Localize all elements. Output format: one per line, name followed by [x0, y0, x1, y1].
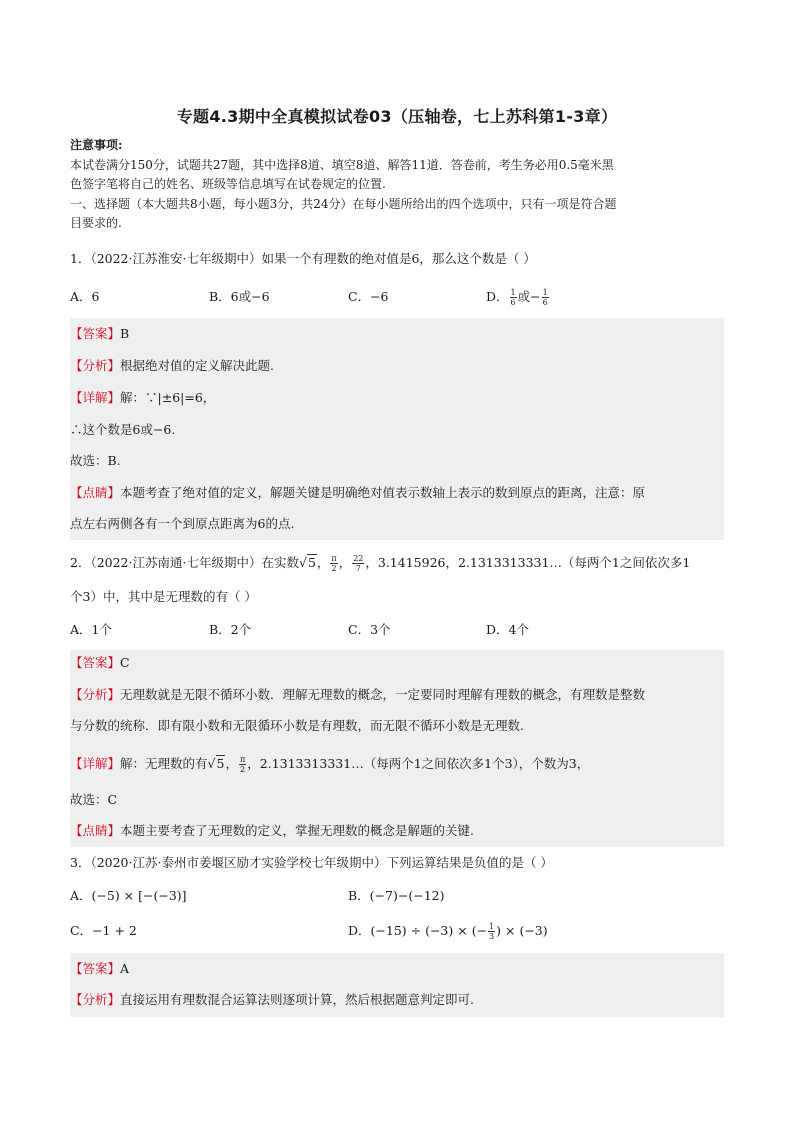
q1-analysis: 【分析】根据绝对值的定义解决此题. [70, 358, 274, 373]
q1-option-c: C．−6 [348, 289, 389, 304]
sqrt-expression: √5 [207, 756, 225, 771]
q1-detail-2: ∴这个数是6或−6. [70, 422, 176, 437]
q3-option-b: B．(−7)−(−12) [348, 888, 445, 903]
question-3-stem: 3．（2020·江苏·泰州市姜堰区励才实验学校七年级期中）下列运算结果是负值的是（ ） [70, 855, 553, 870]
q2-answer: 【答案】C [70, 655, 130, 670]
q2-solution-box [70, 650, 724, 847]
q2-comment: 【点睛】本题主要考查了无理数的定义，掌握无理数的概念是解题的关键. [70, 823, 474, 838]
q3-option-c: C．−1 + 2 [70, 923, 137, 938]
q1-option-a: A．6 [70, 289, 100, 304]
page-title: 专题4.3期中全真模拟试卷03（压轴卷，七上苏科第1-3章） [176, 107, 618, 126]
q1-option-b: B．6或−6 [209, 289, 270, 304]
q2-option-c: C．3个 [348, 622, 391, 637]
q3-option-a: A．(−5) × [−(−3)] [70, 888, 187, 903]
fraction: $\frac{1}{3}$ [489, 922, 495, 941]
fraction: $\frac{\pi}{2}$ [331, 554, 337, 573]
notes-line: 色签字笔将自己的姓名、班级等信息填写在试卷规定的位置. [70, 177, 386, 191]
fraction: $\frac{22}{7}$ [353, 554, 364, 573]
q2-option-d: D．4个 [486, 622, 529, 637]
q1-detail: 【详解】解：∵|±6|=6， [70, 390, 216, 405]
q1-option-d: D． $\frac{1}{6}$ 或− $\frac{1}{6}$ [486, 288, 548, 307]
q2-option-a: A．1个 [70, 622, 112, 637]
q1-choose: 故选：B. [70, 453, 121, 468]
q2-detail: 【详解】解：无理数的有√5， $\frac{\pi}{2}$ ，2.1313313331…（每两个1之间依次多1个3），个数为3， [70, 755, 590, 774]
question-2-stem-cont: 个3）中，其中是无理数的有（ ） [70, 589, 257, 604]
sqrt-expression: √5 [298, 555, 316, 570]
q3-analysis: 【分析】直接运用有理数混合运算法则逐项计算，然后根据题意判定即可. [70, 992, 474, 1007]
q1-answer: 【答案】B [70, 326, 130, 341]
q1-comment: 【点睛】本题考查了绝对值的定义，解题关键是明确绝对值表示数轴上表示的数到原点的距离，注意：原 [70, 485, 646, 500]
q1-comment-cont: 点左右两侧各有一个到原点距离为6的点. [70, 516, 295, 531]
notes-line: 本试卷满分150分，试题共27题，其中选择8道、填空8道、解答11道．答卷前，考生务必用0.5毫米黑 [70, 157, 614, 172]
question-1-stem: 1．（2022·江苏淮安·七年级期中）如果一个有理数的绝对值是6，那么这个数是（ ） [70, 251, 536, 266]
fraction: $\frac{\pi}{2}$ [239, 755, 246, 774]
question-2-stem: 2．（2022·江苏南通·七年级期中）在实数√5， $\frac{\pi}{2}$ ， $\frac{22}{7}$ ，3.1415926，2.1313313331…（每两个1之间依次多1 [70, 554, 691, 573]
q3-option-d: D．(−15) ÷ (−3) × (− $\frac{1}{3}$ ) × (−3) [348, 922, 548, 941]
section-heading: 一、选择题（本大题共8小题，每小题3分，共24分）在每小题所给出的四个选项中，只有一项是符合题 [70, 196, 617, 211]
q2-analysis-cont: 与分数的统称．即有限小数和无限循环小数是有理数，而无限不循环小数是无理数. [70, 718, 524, 733]
fraction: $\frac{1}{6}$ [510, 288, 516, 307]
notes-heading: 注意事项: [70, 138, 123, 152]
q3-answer: 【答案】A [70, 961, 130, 976]
section-heading-cont: 目要求的. [70, 216, 122, 230]
q2-analysis: 【分析】无理数就是无限不循环小数．理解无理数的概念，一定要同时理解有理数的概念，有理数是整数 [70, 687, 646, 702]
q2-choose: 故选：C [70, 792, 118, 807]
fraction: $\frac{1}{6}$ [542, 288, 548, 307]
notes-block [70, 136, 724, 234]
q2-option-b: B．2个 [209, 622, 252, 637]
